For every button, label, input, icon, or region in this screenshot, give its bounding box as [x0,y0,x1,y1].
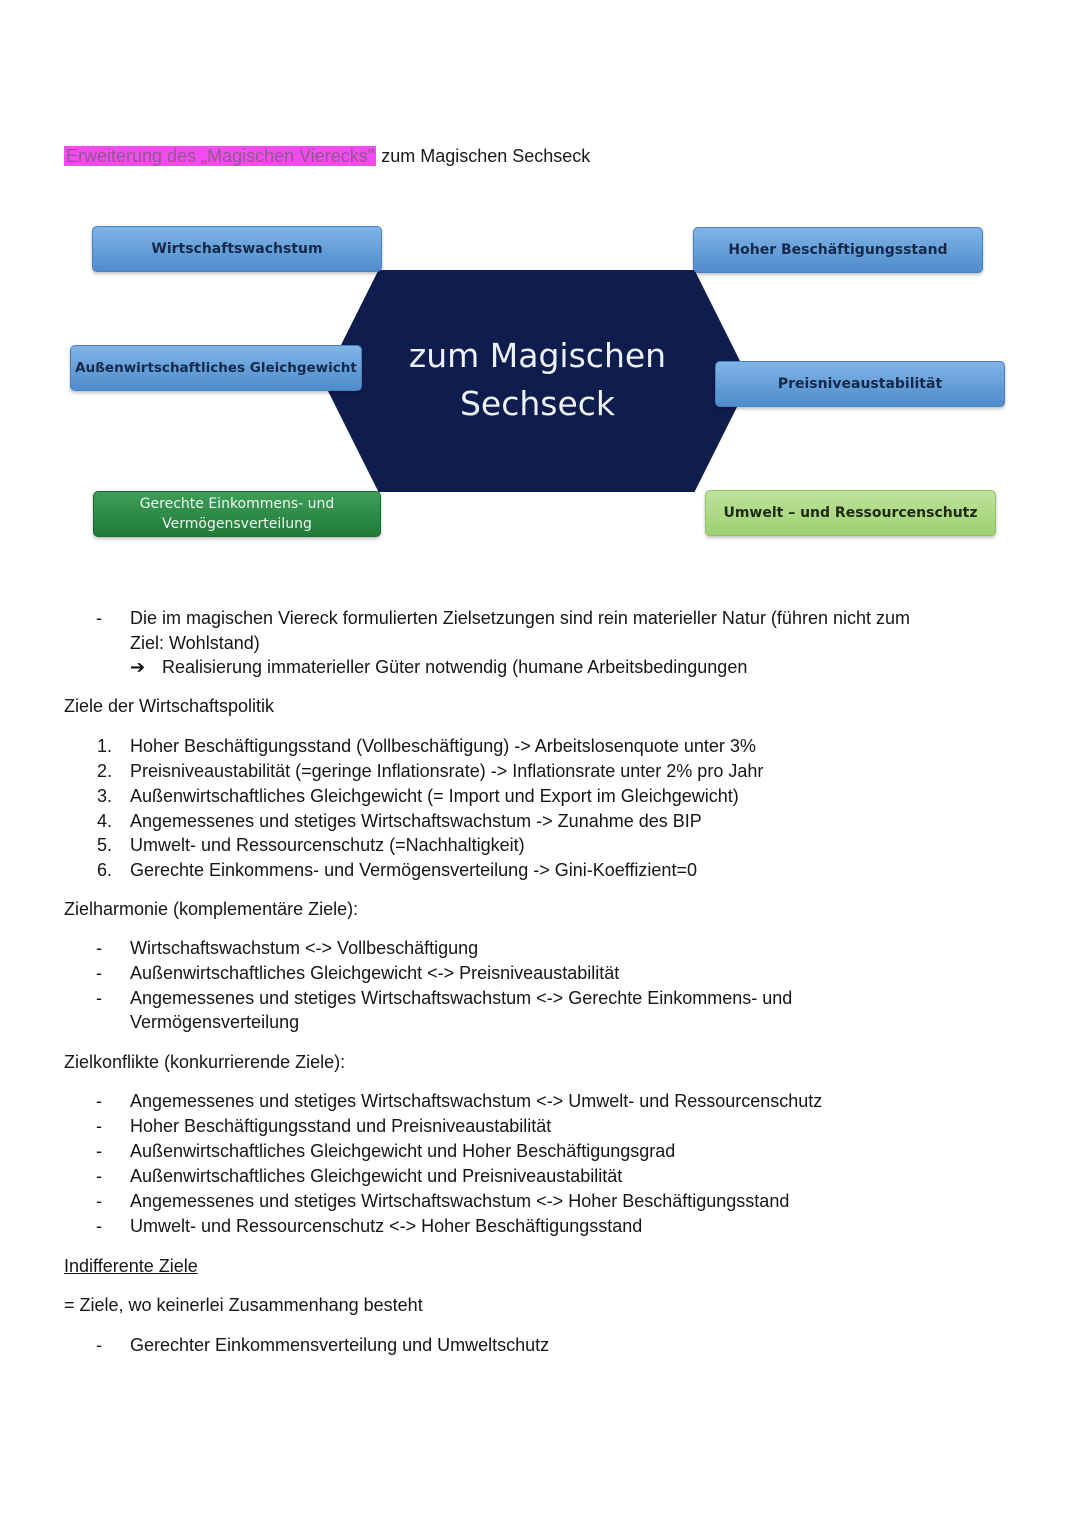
intro-arrow-text: Realisierung immaterieller Güter notwendig (humane Arbeitsbedingungen [162,657,748,677]
goal-label-line-1: Gerechte Einkommens- und [139,496,335,512]
intro-arrow-icon: ➔ [130,657,146,677]
bullet-marker: - [96,1216,102,1236]
bullet-marker: - [96,988,102,1008]
ziel-number: 3. [97,786,113,806]
intro-line-1: Die im magischen Viereck formulierten Zielsetzungen sind rein materieller Natur (führen nicht zum [130,608,910,628]
ziel-item: Hoher Beschäftigungsstand (Vollbeschäftigung) -> Arbeitslosenquote unter 3% [130,736,756,756]
goal-box-beschaeftigung [693,227,983,273]
konflikt-item: Angemessenes und stetiges Wirtschaftswachstum <-> Umwelt- und Ressourcenschutz [130,1091,823,1111]
goal-box-aussenwirtschaft [70,345,362,391]
indifferent-definition: = Ziele, wo keinerlei Zusammenhang besteht [64,1295,423,1315]
harmonie-item: Außenwirtschaftliches Gleichgewicht <-> Preisniveaustabilität [130,963,620,983]
konflikt-item: Außenwirtschaftliches Gleichgewicht und Preisniveaustabilität [130,1166,623,1186]
goal-label: Außenwirtschaftliches Gleichgewicht [75,360,357,376]
ziel-number: 6. [97,860,113,880]
heading-rest: zum Magischen Sechseck [376,146,591,166]
konflikt-item: Hoher Beschäftigungsstand und Preisniveaustabilität [130,1116,552,1136]
ziel-number: 5. [97,835,113,855]
hexagon-label-line-2: Sechseck [459,384,616,423]
harmonie-item: Wirtschaftswachstum <-> Vollbeschäftigung [130,938,479,958]
hexagon-label-line-1: zum Magischen [408,336,667,375]
bullet-marker: - [96,1091,102,1111]
ziel-item: Preisniveaustabilität (=geringe Inflationsrate) -> Inflationsrate unter 2% pro Jahr [130,761,764,781]
section-title-zielkonflikte: Zielkonflikte (konkurrierende Ziele): [64,1052,346,1072]
hexagon-label [360,332,715,428]
bullet-marker: - [96,1141,102,1161]
heading-highlight: Erweiterung des „Magischen Vierecks" [66,146,375,166]
intro-line-2: Ziel: Wohlstand) [130,633,260,653]
bullet-marker: - [96,1166,102,1186]
ziel-number: 1. [97,736,113,756]
intro-bullet-marker: - [96,608,102,628]
magic-hexagon-diagram [0,222,1080,552]
harmonie-item: Angemessenes und stetiges Wirtschaftswachstum <-> Gerechte Einkommens- und [130,988,793,1008]
indifferent-item: Gerechter Einkommensverteilung und Umweltschutz [130,1335,550,1355]
bullet-marker: - [96,1116,102,1136]
page-heading [64,144,590,168]
konflikt-item: Außenwirtschaftliches Gleichgewicht und Hoher Beschäftigungsgrad [130,1141,676,1161]
bullet-marker: - [96,1335,102,1355]
ziel-number: 4. [97,811,113,831]
goal-label: Umwelt – und Ressourcenschutz [723,505,978,521]
section-title-indifferent: Indifferente Ziele [64,1256,198,1276]
section-title-ziele: Ziele der Wirtschaftspolitik [64,696,275,716]
goal-label-line-2: Vermögensverteilung [162,516,312,532]
ziel-item: Angemessenes und stetiges Wirtschaftswachstum -> Zunahme des BIP [130,811,702,831]
goal-label: Preisniveaustabilität [777,376,943,392]
section-title-zielharmonie: Zielharmonie (komplementäre Ziele): [64,899,359,919]
goal-box-umwelt [705,490,996,536]
goal-box-wirtschaftswachstum [92,226,382,272]
bullet-marker: - [96,963,102,983]
ziel-item: Gerechte Einkommens- und Vermögensverteilung -> Gini-Koeffizient=0 [130,860,697,880]
goal-label: Hoher Beschäftigungsstand [728,242,948,258]
ziel-item: Umwelt- und Ressourcenschutz (=Nachhaltigkeit) [130,835,525,855]
harmonie-item-continuation: Vermögensverteilung [130,1012,300,1032]
konflikt-item: Angemessenes und stetiges Wirtschaftswachstum <-> Hoher Beschäftigungsstand [130,1191,790,1211]
ziel-number: 2. [97,761,113,781]
goal-box-preisniveau [715,361,1005,407]
bullet-marker: - [96,938,102,958]
goal-label: Wirtschaftswachstum [151,241,323,257]
bullet-marker: - [96,1191,102,1211]
ziel-item: Außenwirtschaftliches Gleichgewicht (= Import und Export im Gleichgewicht) [130,786,739,806]
konflikt-item: Umwelt- und Ressourcenschutz <-> Hoher Beschäftigungsstand [130,1216,643,1236]
goal-box-verteilung [93,491,381,537]
